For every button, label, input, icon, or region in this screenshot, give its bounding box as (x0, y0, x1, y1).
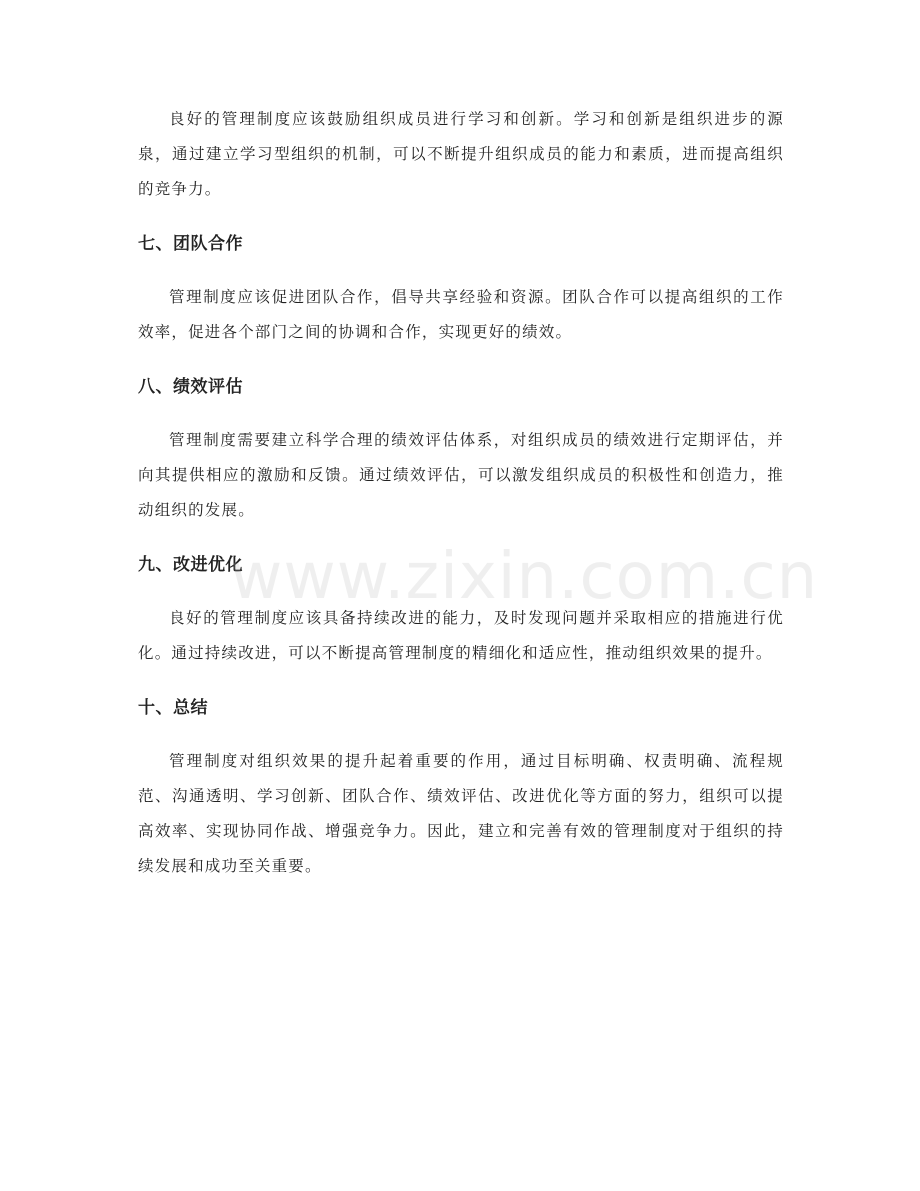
section-paragraph-teamwork: 管理制度应该促进团队合作，倡导共享经验和资源。团队合作可以提高组织的工作效率，促进各个部门之间的协调和合作，实现更好的绩效。 (138, 288, 784, 341)
section-heading-performance: 八、绩效评估 (138, 377, 243, 397)
document-body (138, 102, 819, 884)
section-heading-improvement: 九、改进优化 (138, 555, 243, 575)
watermark: www.zixin.com.cn (230, 540, 819, 614)
section-heading-summary: 十、总结 (138, 698, 208, 718)
section-heading-teamwork: 七、团队合作 (138, 234, 243, 254)
section-paragraph-improvement: 良好的管理制度应该具备持续改进的能力，及时发现问题并采取相应的措施进行优化。通过持续改进，可以不断提高管理制度的精细化和适应性，推动组织效果的提升。 (138, 609, 784, 662)
section-paragraph-summary: 管理制度对组织效果的提升起着重要的作用，通过目标明确、权责明确、流程规范、沟通透明、学习创新、团队合作、绩效评估、改进优化等方面的努力，组织可以提高效率、实现协同作战、增强竞争力。因此，建立和完善有效的管理制度对于组织的持续发展和成功至关重要。 (138, 752, 784, 875)
section-paragraph-performance: 管理制度需要建立科学合理的绩效评估体系，对组织成员的绩效进行定期评估，并向其提供相应的激励和反馈。通过绩效评估，可以激发组织成员的积极性和创造力，推动组织的发展。 (138, 431, 784, 519)
intro-paragraph: 良好的管理制度应该鼓励组织成员进行学习和创新。学习和创新是组织进步的源泉，通过建立学习型组织的机制，可以不断提升组织成员的能力和素质，进而提高组织的竞争力。 (138, 110, 784, 198)
